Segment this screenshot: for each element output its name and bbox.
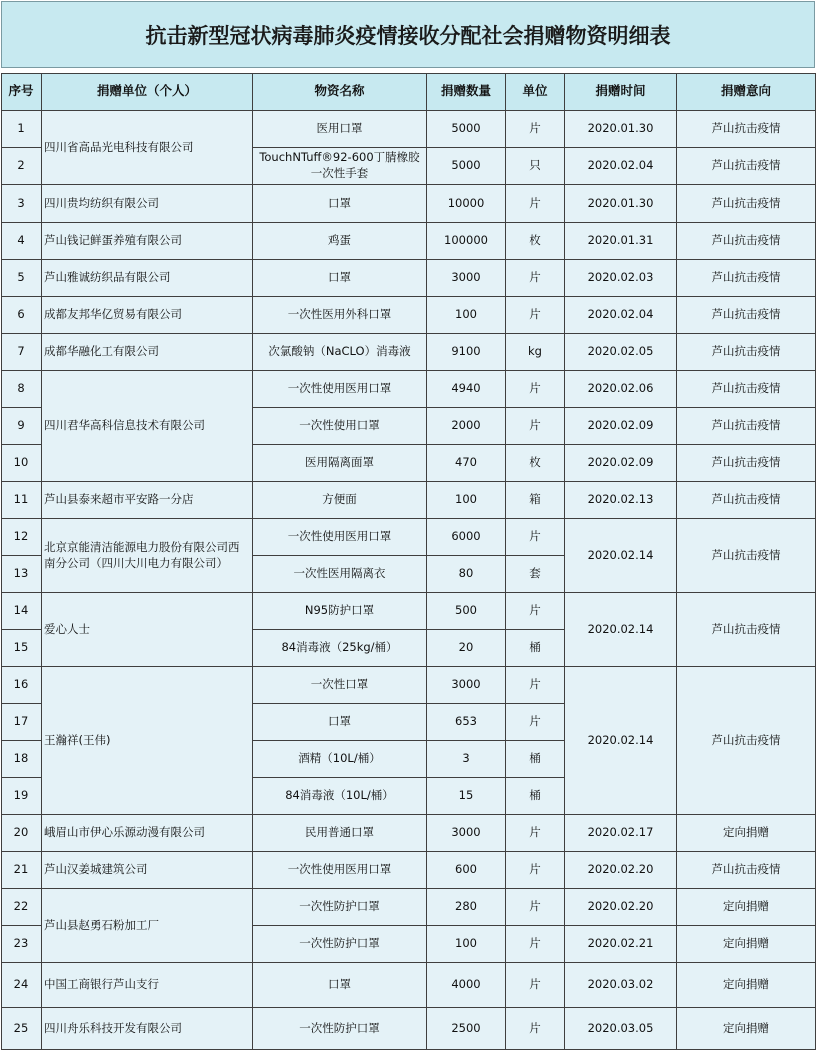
donation-date: 2020.02.20 — [565, 889, 677, 926]
quantity-unit: 片 — [506, 963, 565, 1008]
donor-name: 峨眉山市伊心乐源动漫有限公司 — [42, 815, 253, 852]
donation-quantity: 2500 — [427, 1008, 506, 1050]
donation-purpose: 定向捐赠 — [677, 1008, 816, 1050]
quantity-unit: 套 — [506, 556, 565, 593]
item-name: 一次性医用隔离衣 — [253, 556, 427, 593]
header-unit: 单位 — [506, 73, 565, 111]
donor-name: 芦山钱记鲜蛋养殖有限公司 — [42, 223, 253, 260]
donation-quantity: 100000 — [427, 223, 506, 260]
donor-name: 王瀚祥(王伟) — [42, 667, 253, 815]
donation-date: 2020.01.30 — [565, 185, 677, 223]
quantity-unit: 片 — [506, 519, 565, 556]
item-name: TouchNTuff®92-600丁腈橡胶一次性手套 — [253, 148, 427, 185]
row-number: 24 — [1, 963, 42, 1008]
quantity-unit: 桶 — [506, 630, 565, 667]
donor-name: 四川舟乐科技开发有限公司 — [42, 1008, 253, 1050]
item-name: 84消毒液（10L/桶） — [253, 778, 427, 815]
donation-quantity: 3000 — [427, 815, 506, 852]
quantity-unit: 片 — [506, 260, 565, 297]
donor-name: 中国工商银行芦山支行 — [42, 963, 253, 1008]
donation-purpose: 芦山抗击疫情 — [677, 185, 816, 223]
donation-date: 2020.02.13 — [565, 482, 677, 519]
item-name: 医用隔离面罩 — [253, 445, 427, 482]
donation-quantity: 100 — [427, 482, 506, 519]
row-number: 10 — [1, 445, 42, 482]
donation-date: 2020.03.02 — [565, 963, 677, 1008]
header-date: 捐赠时间 — [565, 73, 677, 111]
quantity-unit: 片 — [506, 593, 565, 630]
donation-quantity: 653 — [427, 704, 506, 741]
row-number: 11 — [1, 482, 42, 519]
donation-quantity: 10000 — [427, 185, 506, 223]
item-name: 口罩 — [253, 260, 427, 297]
row-number: 18 — [1, 741, 42, 778]
donation-date: 2020.02.06 — [565, 371, 677, 408]
sheet-title: 抗击新型冠状病毒肺炎疫情接收分配社会捐赠物资明细表 — [1, 1, 815, 68]
donation-quantity: 4940 — [427, 371, 506, 408]
donation-purpose: 芦山抗击疫情 — [677, 408, 816, 445]
item-name: 口罩 — [253, 963, 427, 1008]
quantity-unit: 枚 — [506, 445, 565, 482]
quantity-unit: 片 — [506, 1008, 565, 1050]
donation-quantity: 80 — [427, 556, 506, 593]
donor-name: 成都华融化工有限公司 — [42, 334, 253, 371]
donation-quantity: 15 — [427, 778, 506, 815]
quantity-unit: 桶 — [506, 741, 565, 778]
item-name: 一次性防护口罩 — [253, 1008, 427, 1050]
row-number: 6 — [1, 297, 42, 334]
quantity-unit: 桶 — [506, 778, 565, 815]
donation-date: 2020.01.31 — [565, 223, 677, 260]
item-name: 次氯酸钠（NaCLO）消毒液 — [253, 334, 427, 371]
item-name: 一次性防护口罩 — [253, 889, 427, 926]
donation-quantity: 2000 — [427, 408, 506, 445]
donation-date: 2020.02.05 — [565, 334, 677, 371]
donation-date: 2020.02.09 — [565, 408, 677, 445]
row-number: 12 — [1, 519, 42, 556]
donation-purpose: 芦山抗击疫情 — [677, 445, 816, 482]
donation-purpose: 芦山抗击疫情 — [677, 297, 816, 334]
row-number: 1 — [1, 111, 42, 148]
item-name: 口罩 — [253, 185, 427, 223]
row-number: 16 — [1, 667, 42, 704]
quantity-unit: 片 — [506, 371, 565, 408]
row-number: 25 — [1, 1008, 42, 1050]
item-name: 方便面 — [253, 482, 427, 519]
quantity-unit: 片 — [506, 926, 565, 963]
donation-purpose: 芦山抗击疫情 — [677, 519, 816, 593]
quantity-unit: 片 — [506, 889, 565, 926]
item-name: 一次性使用医用口罩 — [253, 371, 427, 408]
item-name: 一次性使用医用口罩 — [253, 852, 427, 889]
item-name: N95防护口罩 — [253, 593, 427, 630]
row-number: 23 — [1, 926, 42, 963]
donation-quantity: 100 — [427, 297, 506, 334]
donation-quantity: 20 — [427, 630, 506, 667]
donation-date: 2020.02.14 — [565, 519, 677, 593]
quantity-unit: 片 — [506, 815, 565, 852]
row-number: 7 — [1, 334, 42, 371]
donation-date: 2020.02.21 — [565, 926, 677, 963]
donation-quantity: 9100 — [427, 334, 506, 371]
donation-date: 2020.02.14 — [565, 667, 677, 815]
item-name: 民用普通口罩 — [253, 815, 427, 852]
donation-date: 2020.02.04 — [565, 297, 677, 334]
row-number: 15 — [1, 630, 42, 667]
header-no: 序号 — [1, 73, 42, 111]
donor-name: 四川省高品光电科技有限公司 — [42, 111, 253, 185]
quantity-unit: 片 — [506, 111, 565, 148]
donation-purpose: 定向捐赠 — [677, 926, 816, 963]
donation-date: 2020.02.03 — [565, 260, 677, 297]
donor-name: 芦山县泰来超市平安路一分店 — [42, 482, 253, 519]
quantity-unit: kg — [506, 334, 565, 371]
donation-purpose: 定向捐赠 — [677, 963, 816, 1008]
donor-name: 芦山雅诚纺织品有限公司 — [42, 260, 253, 297]
donation-date: 2020.02.04 — [565, 148, 677, 185]
donation-quantity: 3000 — [427, 260, 506, 297]
donor-name: 芦山汉姜城建筑公司 — [42, 852, 253, 889]
donation-purpose: 芦山抗击疫情 — [677, 667, 816, 815]
donation-date: 2020.02.20 — [565, 852, 677, 889]
donation-purpose: 芦山抗击疫情 — [677, 371, 816, 408]
header-donor: 捐赠单位（个人） — [42, 73, 253, 111]
header-qty: 捐赠数量 — [427, 73, 506, 111]
donation-quantity: 600 — [427, 852, 506, 889]
row-number: 5 — [1, 260, 42, 297]
donation-quantity: 470 — [427, 445, 506, 482]
donor-name: 四川贵均纺织有限公司 — [42, 185, 253, 223]
quantity-unit: 片 — [506, 704, 565, 741]
donation-date: 2020.02.17 — [565, 815, 677, 852]
quantity-unit: 片 — [506, 297, 565, 334]
item-name: 酒精（10L/桶） — [253, 741, 427, 778]
donation-purpose: 定向捐赠 — [677, 889, 816, 926]
donation-date: 2020.02.09 — [565, 445, 677, 482]
item-name: 一次性医用外科口罩 — [253, 297, 427, 334]
donation-date: 2020.02.14 — [565, 593, 677, 667]
row-number: 20 — [1, 815, 42, 852]
item-name: 一次性使用医用口罩 — [253, 519, 427, 556]
donor-name: 北京京能清洁能源电力股份有限公司西南分公司（四川大川电力有限公司） — [42, 519, 253, 593]
donation-date: 2020.01.30 — [565, 111, 677, 148]
row-number: 21 — [1, 852, 42, 889]
quantity-unit: 片 — [506, 408, 565, 445]
donation-quantity: 100 — [427, 926, 506, 963]
header-item: 物资名称 — [253, 73, 427, 111]
donor-name: 芦山县赵勇石粉加工厂 — [42, 889, 253, 963]
item-name: 一次性防护口罩 — [253, 926, 427, 963]
donation-quantity: 500 — [427, 593, 506, 630]
donation-quantity: 280 — [427, 889, 506, 926]
donation-purpose: 芦山抗击疫情 — [677, 482, 816, 519]
header-purpose: 捐赠意向 — [677, 73, 816, 111]
donor-name: 爱心人士 — [42, 593, 253, 667]
donation-purpose: 芦山抗击疫情 — [677, 223, 816, 260]
quantity-unit: 枚 — [506, 223, 565, 260]
quantity-unit: 只 — [506, 148, 565, 185]
row-number: 13 — [1, 556, 42, 593]
donor-name: 成都友邦华亿贸易有限公司 — [42, 297, 253, 334]
item-name: 鸡蛋 — [253, 223, 427, 260]
item-name: 口罩 — [253, 704, 427, 741]
item-name: 84消毒液（25kg/桶） — [253, 630, 427, 667]
row-number: 19 — [1, 778, 42, 815]
donation-quantity: 4000 — [427, 963, 506, 1008]
donation-purpose: 芦山抗击疫情 — [677, 593, 816, 667]
donation-quantity: 5000 — [427, 111, 506, 148]
quantity-unit: 片 — [506, 667, 565, 704]
quantity-unit: 片 — [506, 852, 565, 889]
donation-purpose: 芦山抗击疫情 — [677, 148, 816, 185]
donation-date: 2020.03.05 — [565, 1008, 677, 1050]
row-number: 4 — [1, 223, 42, 260]
donor-name: 四川君华高科信息技术有限公司 — [42, 371, 253, 482]
donation-purpose: 芦山抗击疫情 — [677, 111, 816, 148]
donation-purpose: 芦山抗击疫情 — [677, 334, 816, 371]
donation-purpose: 定向捐赠 — [677, 815, 816, 852]
row-number: 22 — [1, 889, 42, 926]
donation-quantity: 3 — [427, 741, 506, 778]
donation-purpose: 芦山抗击疫情 — [677, 260, 816, 297]
row-number: 9 — [1, 408, 42, 445]
item-name: 一次性口罩 — [253, 667, 427, 704]
donation-quantity: 6000 — [427, 519, 506, 556]
row-number: 14 — [1, 593, 42, 630]
item-name: 医用口罩 — [253, 111, 427, 148]
donation-purpose: 芦山抗击疫情 — [677, 852, 816, 889]
quantity-unit: 片 — [506, 185, 565, 223]
donation-quantity: 5000 — [427, 148, 506, 185]
row-number: 17 — [1, 704, 42, 741]
row-number: 3 — [1, 185, 42, 223]
donation-quantity: 3000 — [427, 667, 506, 704]
row-number: 8 — [1, 371, 42, 408]
quantity-unit: 箱 — [506, 482, 565, 519]
item-name: 一次性使用口罩 — [253, 408, 427, 445]
row-number: 2 — [1, 148, 42, 185]
